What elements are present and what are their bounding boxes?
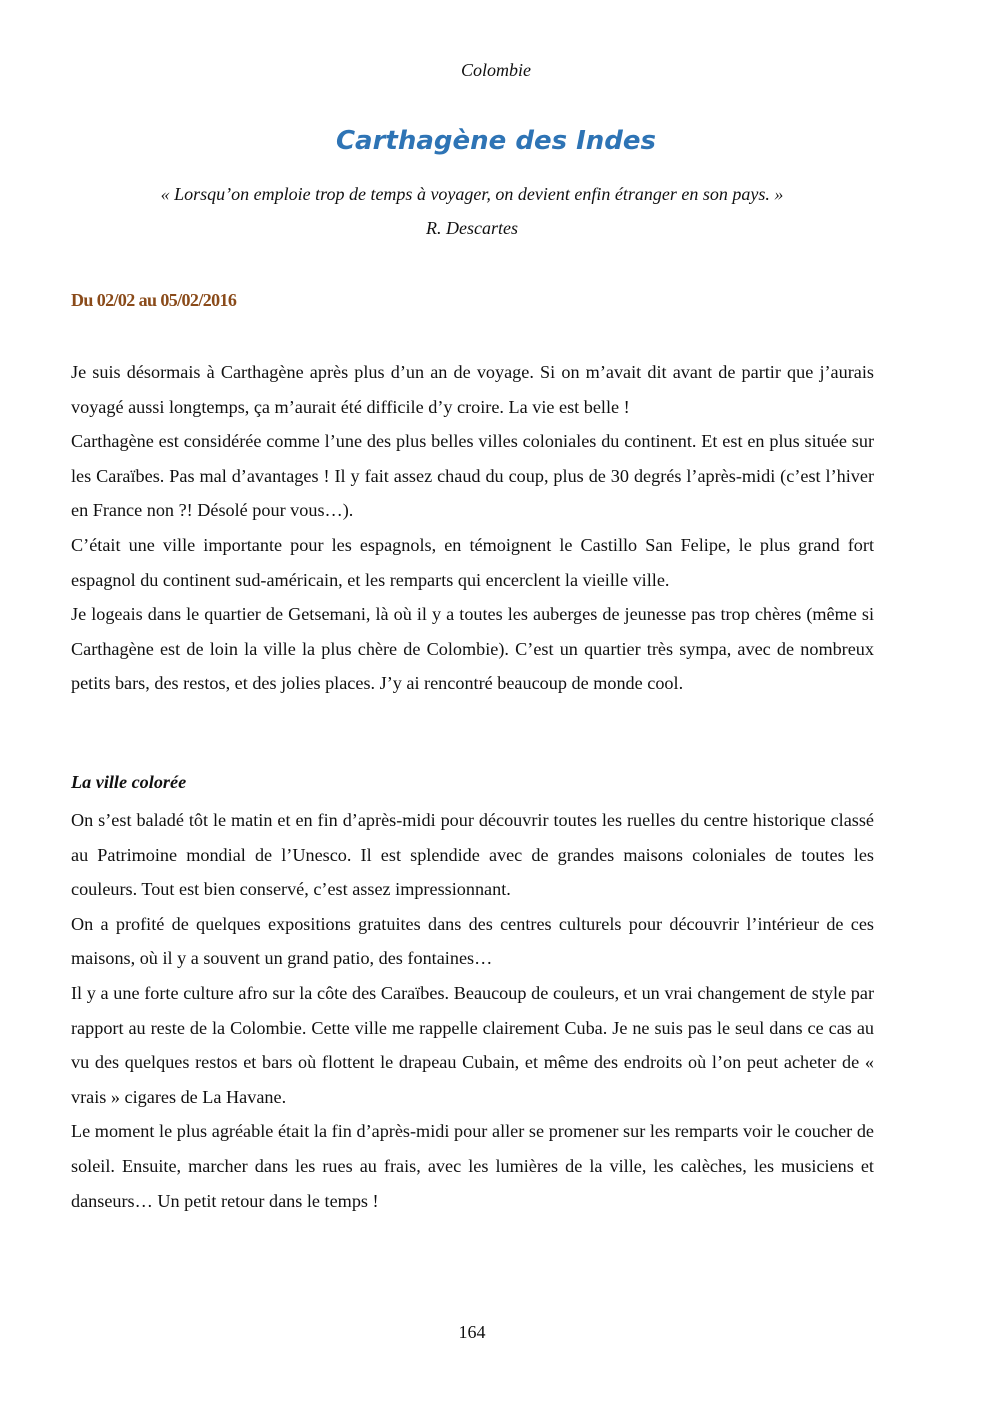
subsection-text	[71, 803, 874, 1218]
page-number: 164	[458, 1322, 486, 1342]
paragraph: Le moment le plus agréable était la fin d’après-midi pour aller se promener sur les remparts voir le coucher de soleil. Ensuite, marcher dans les rues au frais, avec les lumières de la ville, les calèches, les musiciens et danseurs… Un petit retour dans le temps !	[71, 1121, 874, 1211]
paragraph: C’était une ville importante pour les espagnols, en témoignent le Castillo San Felipe, le plus grand fort espagnol du continent sud-américain, et les remparts qui encerclent la vieille ville.	[71, 534, 874, 590]
paragraph: Je logeais dans le quartier de Getsemani, là où il y a toutes les auberges de jeunesse pas trop chères (même si Carthagène est de loin la ville la plus chère de Colombie). C’est un quartier très sympa, avec de nombreux petits bars, des restos, et des jolies places. J’y ai rencontré beaucoup de monde cool.	[71, 604, 874, 694]
intro-text	[71, 355, 874, 701]
page-title: Carthagène des Indes	[335, 126, 657, 156]
epigraph-quote: « Lorsqu’on emploie trop de temps à voyager, on devient enfin étranger en son pays. »	[160, 184, 784, 204]
epigraph-author: R. Descartes	[426, 218, 518, 238]
paragraph: On s’est baladé tôt le matin et en fin d’après-midi pour découvrir toutes les ruelles du centre historique classé au Patrimoine mondial de l’Unesco. Il est splendide avec de grandes maisons coloniales de toutes les couleurs. Tout est bien conservé, c’est assez impressionnant.	[71, 810, 874, 900]
paragraph: Je suis désormais à Carthagène après plus d’un an de voyage. Si on m’avait dit avant de partir que j’aurais voyagé aussi longtemps, ça m’aurait été difficile d’y croire. La vie est belle !	[71, 362, 874, 417]
paragraph: On a profité de quelques expositions gratuites dans des centres culturels pour découvrir l’intérieur de ces maisons, où il y a souvent un grand patio, des fontaines…	[71, 913, 874, 969]
section-subheading: La ville colorée	[71, 772, 187, 792]
date-heading: Du 02/02 au 05/02/2016	[71, 290, 237, 310]
paragraph: Carthagène est considérée comme l’une des plus belles villes coloniales du continent. Et est en plus située sur les Caraïbes. Pas mal d’avantages ! Il y fait assez chaud du coup, plus de 30 degrés l’après-midi (c’est l’hiver en France non ?! Désolé pour vous…).	[71, 431, 874, 521]
paragraph: Il y a une forte culture afro sur la côte des Caraïbes. Beaucoup de couleurs, et un vrai changement de style par rapport au reste de la Colombie. Cette ville me rappelle clairement Cuba. Je ne suis pas le seul dans ce cas au vu des quelques restos et bars où flottent le drapeau Cubain, et même des endroits où l’on peut acheter de « vrais » cigares de La Havane.	[71, 982, 874, 1107]
chapter-header: Colombie	[461, 60, 531, 80]
